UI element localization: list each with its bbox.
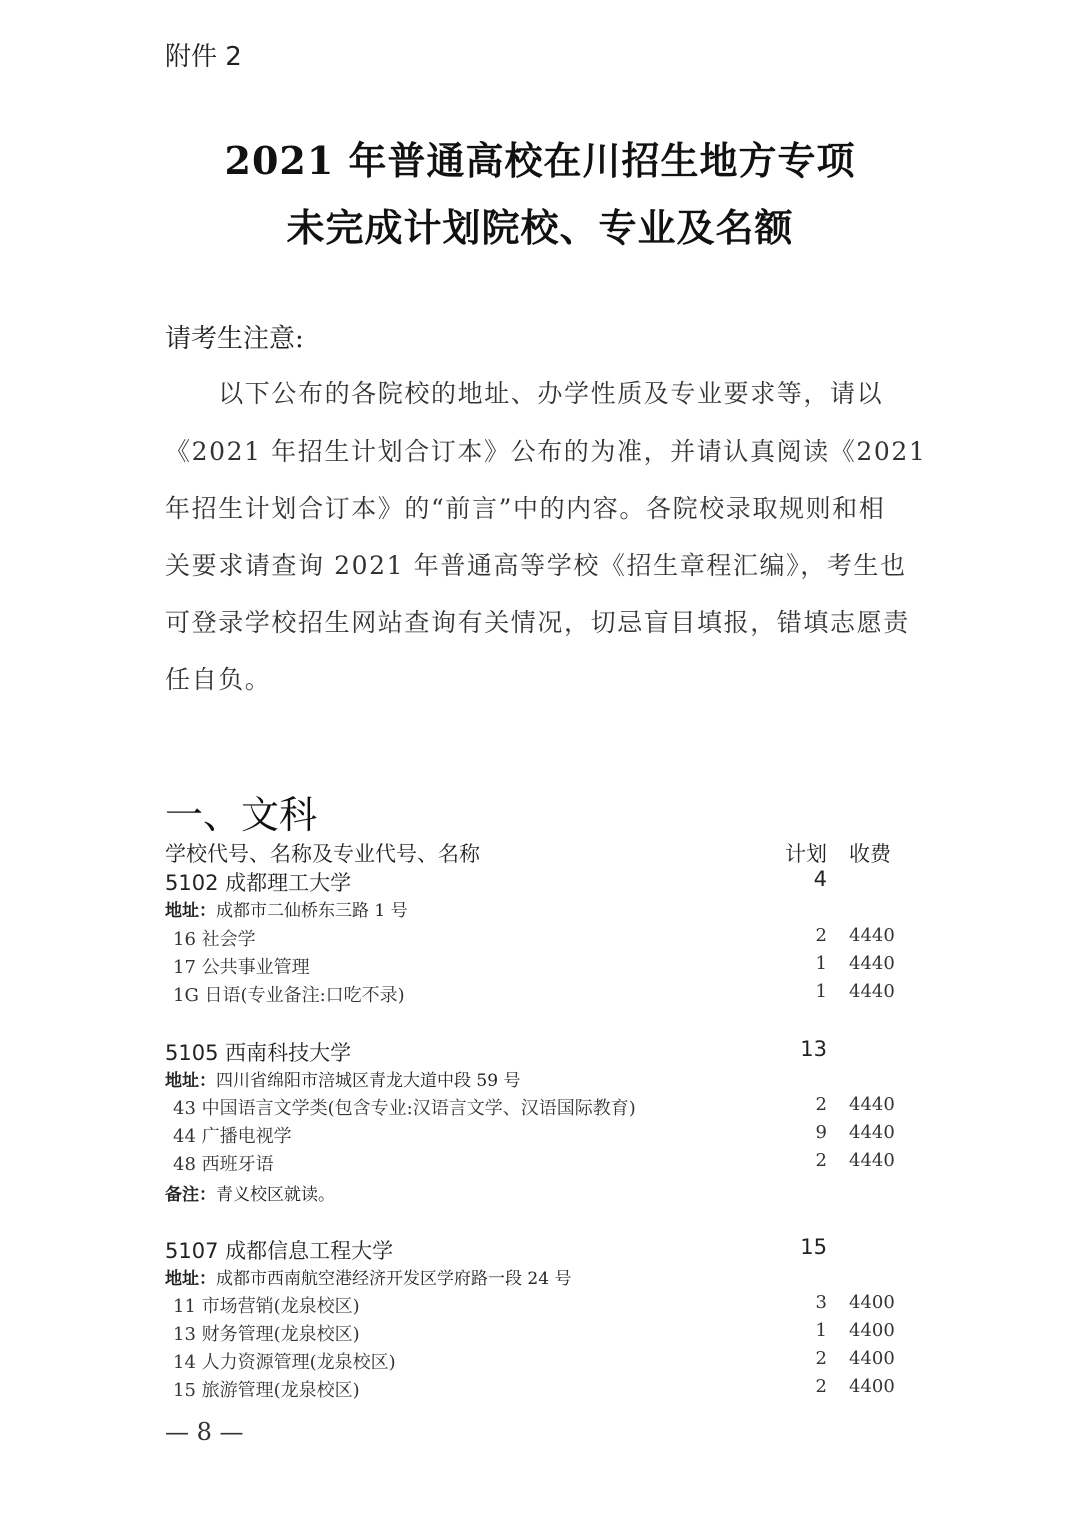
major-fee: 4440 (849, 1150, 895, 1171)
major-name: 16 社会学 (173, 929, 256, 950)
major-name: 48 西班牙语 (173, 1154, 274, 1175)
major-fee: 4400 (849, 1292, 895, 1313)
address-label: 地址： (165, 1269, 216, 1289)
column-header-fee: 收费 (849, 842, 891, 866)
major-plan: 2 (815, 925, 827, 946)
major-plan: 9 (815, 1122, 827, 1143)
major-plan: 3 (815, 1292, 827, 1313)
school-row (165, 867, 895, 895)
school-code-name: 5102 成都理工大学 (165, 871, 352, 895)
school-remark (165, 1180, 895, 1208)
major-plan: 1 (815, 1320, 827, 1341)
major-plan: 2 (815, 1376, 827, 1397)
school-plan: 15 (800, 1235, 827, 1259)
document-title-line-1: 2021 年普通高校在川招生地方专项 (224, 138, 856, 183)
major-row (165, 925, 895, 953)
school-address (165, 1066, 895, 1094)
major-name: 15 旅游管理(龙泉校区) (173, 1380, 360, 1401)
major-plan: 1 (815, 953, 827, 974)
column-header-name: 学校代号、名称及专业代号、名称 (165, 842, 480, 866)
school-row (165, 1235, 895, 1263)
address-value: 成都市西南航空港经济开发区学府路一段 24 号 (216, 1269, 572, 1289)
remark-value: 青义校区就读。 (216, 1185, 335, 1205)
notice-line: 《2021 年招生计划合订本》公布的为准，并请认真阅读《2021 (165, 437, 927, 466)
major-fee: 4440 (849, 953, 895, 974)
major-fee: 4440 (849, 1094, 895, 1115)
major-fee: 4440 (849, 925, 895, 946)
address-value: 四川省绵阳市涪城区青龙大道中段 59 号 (216, 1071, 521, 1091)
major-fee: 4440 (849, 1122, 895, 1143)
notice-line: 年招生计划合订本》的“前言”中的内容。各院校录取规则和相 (165, 494, 886, 523)
major-plan: 2 (815, 1094, 827, 1115)
major-name: 13 财务管理(龙泉校区) (173, 1324, 360, 1345)
document-title-line-2: 未完成计划院校、专业及名额 (286, 205, 794, 250)
major-row (165, 953, 895, 981)
section-heading: 一、文科 (165, 793, 318, 837)
notice-line: 可登录学校招生网站查询有关情况，切忌盲目填报，错填志愿责 (165, 608, 910, 637)
major-row (165, 981, 895, 1009)
address-label: 地址： (165, 901, 216, 921)
school-code-name: 5107 成都信息工程大学 (165, 1239, 394, 1263)
school-code-name: 5105 西南科技大学 (165, 1041, 352, 1065)
school-plan: 13 (800, 1037, 827, 1061)
table-header (165, 838, 895, 866)
major-name: 14 人力资源管理(龙泉校区) (173, 1352, 396, 1373)
school-plan: 4 (813, 867, 827, 891)
notice-heading: 请考生注意: (165, 324, 304, 354)
major-name: 44 广播电视学 (173, 1126, 292, 1147)
address-label: 地址： (165, 1071, 216, 1091)
major-name: 43 中国语言文学类(包含专业:汉语言文学、汉语国际教育) (173, 1098, 636, 1119)
attachment-label: 附件 2 (165, 42, 242, 72)
major-row (165, 1122, 895, 1150)
major-row (165, 1320, 895, 1348)
major-name: 11 市场营销(龙泉校区) (173, 1296, 360, 1317)
major-plan: 2 (815, 1150, 827, 1171)
major-row (165, 1376, 895, 1404)
major-plan: 1 (815, 981, 827, 1002)
major-fee: 4400 (849, 1376, 895, 1397)
school-address (165, 1264, 895, 1292)
school-address (165, 896, 895, 924)
page-number: — 8 — (165, 1418, 244, 1446)
major-name: 17 公共事业管理 (173, 957, 310, 978)
remark-label: 备注： (165, 1185, 216, 1205)
major-row (165, 1292, 895, 1320)
school-row (165, 1037, 895, 1065)
address-value: 成都市二仙桥东三路 1 号 (216, 901, 408, 921)
major-fee: 4400 (849, 1320, 895, 1341)
major-plan: 2 (815, 1348, 827, 1369)
major-row (165, 1094, 895, 1122)
major-row (165, 1150, 895, 1178)
major-name: 1G 日语(专业备注:口吃不录) (173, 985, 405, 1006)
notice-line: 以下公布的各院校的地址、办学性质及专业要求等，请以 (165, 379, 884, 408)
notice-line: 任自负。 (165, 665, 272, 694)
major-row (165, 1348, 895, 1376)
column-header-plan: 计划 (785, 842, 827, 866)
notice-line: 关要求请查询 2021 年普通高等学校《招生章程汇编》，考生也 (165, 551, 907, 580)
major-fee: 4440 (849, 981, 895, 1002)
major-fee: 4400 (849, 1348, 895, 1369)
